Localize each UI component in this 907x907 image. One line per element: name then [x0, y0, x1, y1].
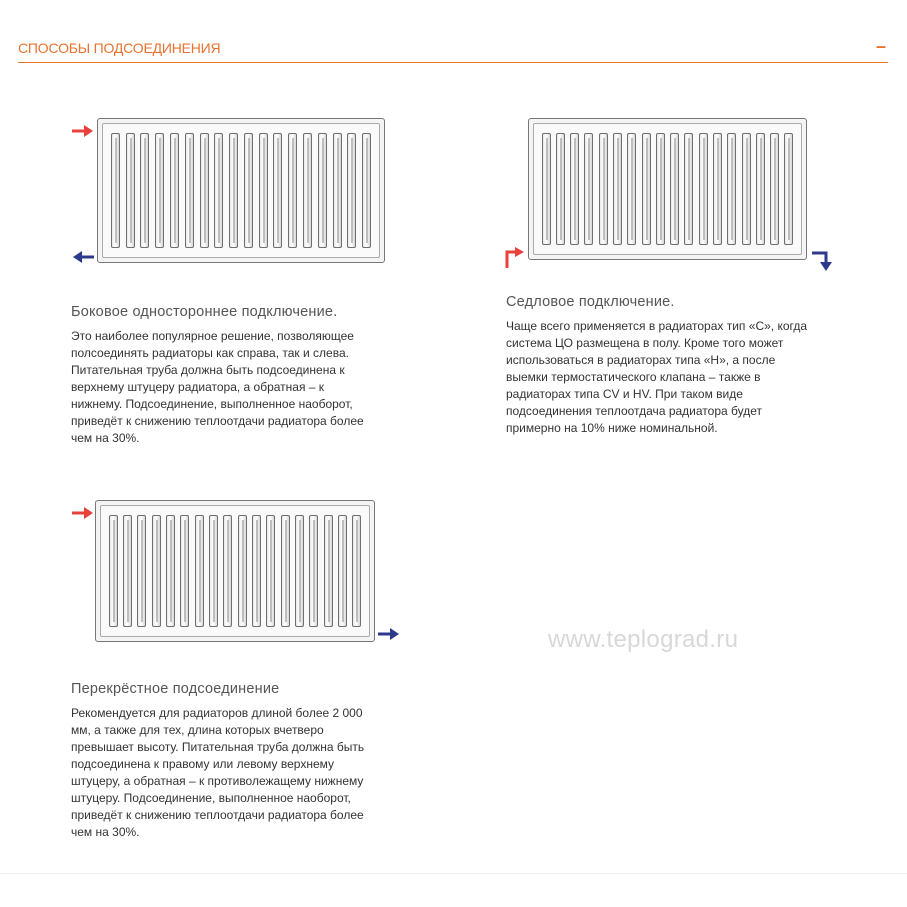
radiator-fin — [185, 133, 194, 248]
return-arrow-icon — [70, 249, 96, 265]
radiator-fin — [195, 515, 204, 627]
radiator-fin — [126, 133, 135, 248]
radiator-fin — [111, 133, 120, 248]
watermark: www.teplograd.ru — [548, 626, 739, 653]
radiator-fin — [556, 133, 565, 245]
radiator-fin — [200, 133, 209, 248]
radiator-fin — [727, 133, 736, 245]
radiator-fin — [642, 133, 651, 245]
radiator-fin — [713, 133, 722, 245]
radiator-fin — [584, 133, 593, 245]
collapse-button[interactable]: – — [875, 36, 886, 56]
radiator-fin — [252, 515, 261, 627]
radiator-fin — [152, 515, 161, 627]
radiator-fin — [333, 133, 342, 248]
radiator-fin — [281, 515, 290, 627]
radiator-fin — [627, 133, 636, 245]
radiator-fin — [756, 133, 765, 245]
radiator-fin — [324, 515, 333, 627]
radiator-fin — [770, 133, 779, 245]
radiator-side — [97, 118, 385, 263]
radiator-fin — [244, 133, 253, 248]
radiator-cross — [95, 500, 375, 642]
radiator-fin — [180, 515, 189, 627]
supply-arrow-icon — [70, 123, 96, 139]
radiator-fin — [123, 515, 132, 627]
radiator-fin — [542, 133, 551, 245]
section-title-side: Боковое одностороннее подключение. — [71, 304, 338, 320]
radiator-fin — [288, 133, 297, 248]
radiator-saddle — [528, 118, 807, 260]
radiator-fin — [273, 133, 282, 248]
radiator-fin — [259, 133, 268, 248]
radiator-fin — [318, 133, 327, 248]
radiator-fin — [137, 515, 146, 627]
radiator-fin — [266, 515, 275, 627]
radiator-fin — [166, 515, 175, 627]
radiator-fin — [338, 515, 347, 627]
radiator-fin — [670, 133, 679, 245]
radiator-fin — [155, 133, 164, 248]
section-body-side: Это наиболее популярное решение, позволяющее полсоединять радиаторы как справа, так и слева. Питательная труба должна быть подсоединена к верхнему штуцеру радиатора, а обратная – к нижнему. Подсоединение, выполненное наоборот, приведёт к снижению теплоотдачи радиатора более чем на 30%. — [71, 329, 364, 445]
radiator-fin — [347, 133, 356, 248]
radiator-fin — [309, 515, 318, 627]
radiator-fin — [599, 133, 608, 245]
radiator-fin — [362, 133, 371, 248]
radiator-fin — [214, 133, 223, 248]
page-title: СПОСОБЫ ПОДСОЕДИНЕНИЯ — [18, 40, 221, 56]
radiator-fin — [699, 133, 708, 245]
radiator-fin — [109, 515, 118, 627]
radiator-fin — [209, 515, 218, 627]
radiator-fin — [140, 133, 149, 248]
section-body-cross: Рекомендуется для радиаторов длиной более 2 000 мм, а также для тех, длина которых вчетверо превышает высоту. Питательная труба должна быть подсоединена к правому или левому верхнему штуцеру, а обратная – к противолежащему нижнему штуцеру. Подсоединение, выполненное наоборот, приведёт к снижению теплоотдачи радиатора более чем на 30%. — [71, 706, 365, 839]
section-title-cross: Перекрёстное подсоединение — [71, 681, 280, 697]
radiator-fin — [684, 133, 693, 245]
radiator-fin — [784, 133, 793, 245]
section-header — [18, 38, 888, 63]
radiator-fin — [656, 133, 665, 245]
radiator-fin — [295, 515, 304, 627]
section-body-saddle: Чаще всего применяется в радиаторах тип «С», когда система ЦО размещена в полу. Кроме того может использоваться в радиаторах типа «Н», а после выемки термостатического клапана – также в радиаторах типа CV и HV. При таком виде подсоединения теплоотдача радиатора будет примерно на 10% ниже номинальной. — [506, 319, 808, 435]
radiator-fin — [223, 515, 232, 627]
radiator-fin — [229, 133, 238, 248]
radiator-fin — [352, 515, 361, 627]
radiator-fin — [570, 133, 579, 245]
supply-arrow-icon — [70, 505, 96, 521]
radiator-fin — [170, 133, 179, 248]
radiator-fin — [742, 133, 751, 245]
divider — [0, 873, 907, 874]
return-arrow-icon — [376, 626, 402, 642]
section-title-saddle: Седловое подключение. — [506, 294, 675, 310]
return-pipe-arrow-icon — [810, 248, 836, 274]
supply-pipe-arrow-icon — [502, 246, 528, 270]
radiator-fin — [303, 133, 312, 248]
radiator-fin — [238, 515, 247, 627]
radiator-fin — [613, 133, 622, 245]
